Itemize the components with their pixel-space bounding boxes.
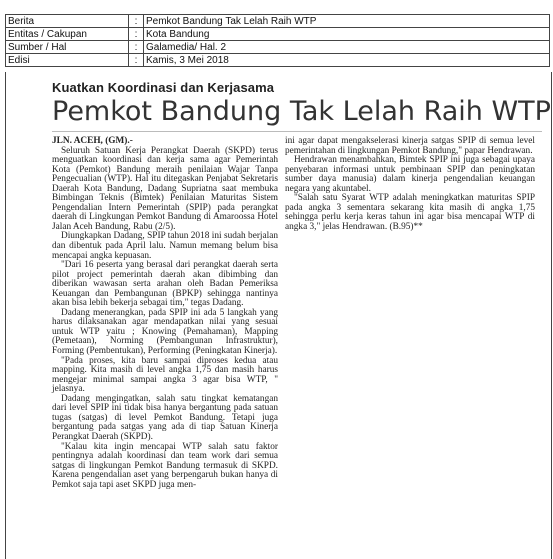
metadata-value: Galamedia/ Hal. 2: [144, 41, 550, 54]
article-paragraph: ini agar dapat mengakselerasi kinerja satgas SPIP di semua level pemerintahan di lingkungan Pemkot Bandung," papar Hendrawan.: [285, 136, 535, 156]
article-kicker: Kuatkan Koordinasi dan Kerjasama: [52, 80, 275, 95]
metadata-value: Kota Bandung: [144, 28, 550, 41]
headline-divider: [52, 131, 542, 132]
metadata-value: Kamis, 3 Mei 2018: [144, 54, 550, 67]
metadata-separator: :: [129, 15, 144, 28]
metadata-separator: :: [129, 28, 144, 41]
metadata-value: Pemkot Bandung Tak Lelah Raih WTP: [144, 15, 550, 28]
metadata-row-entitas: [6, 28, 550, 41]
article-paragraph: Seluruh Satuan Kerja Perangkat Daerah (SKPD) terus menguatkan koordinasi dan kerja sama agar Pemerintah Kota (Pemkot) Bandung meraih penilaian Wajar Tanpa Pengecualian (WTP). Hal itu ditegaskan Penjabat Sekretaris Daerah Kota Bandung, Dadang Supriatna saat membuka Bimbingan Teknis (Bimtek) Penilaian Maturitas Sistem Pengendalian Intern Pemerintah (SPIP) pada perangkat daerah di Lingkungan Pemkot Bandung di Amaroossa Hotel Jalan Aceh Bandung, Rabu (2/5).: [52, 145, 278, 232]
metadata-row-sumber: [6, 41, 550, 54]
article-headline: Pemkot Bandung Tak Lelah Raih WTP: [52, 96, 551, 127]
metadata-label: Sumber / Hal: [6, 41, 129, 54]
metadata-label: Berita: [6, 15, 129, 28]
metadata-table: [5, 14, 550, 67]
dateline-text: JLN. ACEH, (GM).-: [52, 136, 133, 146]
metadata-row-edisi: [6, 54, 550, 67]
article-paragraph: "Pada proses, kita baru sampai diproses kedua atau mapping. Kita masih di level angka 1,75 dan masih harus mengejar minimal sampai angka 3 agar bisa WTP, " jelasnya.: [52, 355, 278, 395]
article-column-right: [285, 137, 535, 232]
metadata-row-berita: [6, 15, 550, 28]
metadata-separator: :: [129, 54, 144, 67]
article-paragraph: Diungkapkan Dadang, SPIP tahun 2018 ini sudah berjalan dan dibentuk pada April lalu. Namun memang belum bisa mencapai angka kepuasan.: [52, 231, 278, 261]
article-paragraph: "Kalau kita ingin mencapai WTP salah satu faktor pentingnya adalah koordinasi dan team work dari semua satgas di lingkungan Pemkot Bandung termasuk di SKPD. Karena pengendalian aset yang berpengaruh bukan hanya di Pemkot saja tapi aset SKPD juga men-: [52, 441, 278, 490]
article-paragraph: Dadang mengingatkan, salah satu tingkat kematangan dari level SPIP ini tidak bisa hanya bergantung pada satuan tugas (satgas) di level Pemkot Bandung. Tetapi juga bergantung pada satgas yang ada di tiap Satuan Kinerja Perangkat Daerah (SKPD).: [52, 393, 278, 442]
article-column-left: [52, 137, 278, 490]
article-paragraph: "Salah satu Syarat WTP adalah meningkatkan maturitas SPIP pada angka 3 sementara sekarang kita masih di angka 1,75 sehingga perlu kerja keras tahun ini agar bisa mencapai WTP di angka 3," jelas Hendrawan. (B.95)**: [285, 193, 535, 232]
metadata-label: Edisi: [6, 54, 129, 67]
metadata-label: Entitas / Cakupan: [6, 28, 129, 41]
metadata-separator: :: [129, 41, 144, 54]
article-paragraph: Dadang menerangkan, pada SPIP ini ada 5 langkah yang harus dilaksanakan agar mendapatkan nilai yang sesuai untuk WTP yaitu ; Knowing (Pemahaman), Mapping (Pemetaan), Norming (Pembangunan Infrastruktur), Forming (Pembentukan), Performing (Peningkatan Kinerja).: [52, 307, 278, 357]
article-paragraph: "Dari 16 peserta yang berasal dari perangkat daerah serta pilot project pemerintah daerah akan dibimbing dan diberikan wawasan serta arahan oleh Badan Pemeriksa Keuangan dan Pembangunan (BPKP) sehingga nantinya akan bisa lebih bekerja sebagai tim," tegas Dadang.: [52, 260, 278, 309]
article-paragraph: Hendrawan menambahkan, Bimtek SPIP ini juga sebagai upaya penyebaran informasi untuk pembinaan SPIP dan peningkatan sumber daya manusia) dalam kinerja pengendalian keuangan negara yang akuntabel.: [285, 155, 535, 194]
